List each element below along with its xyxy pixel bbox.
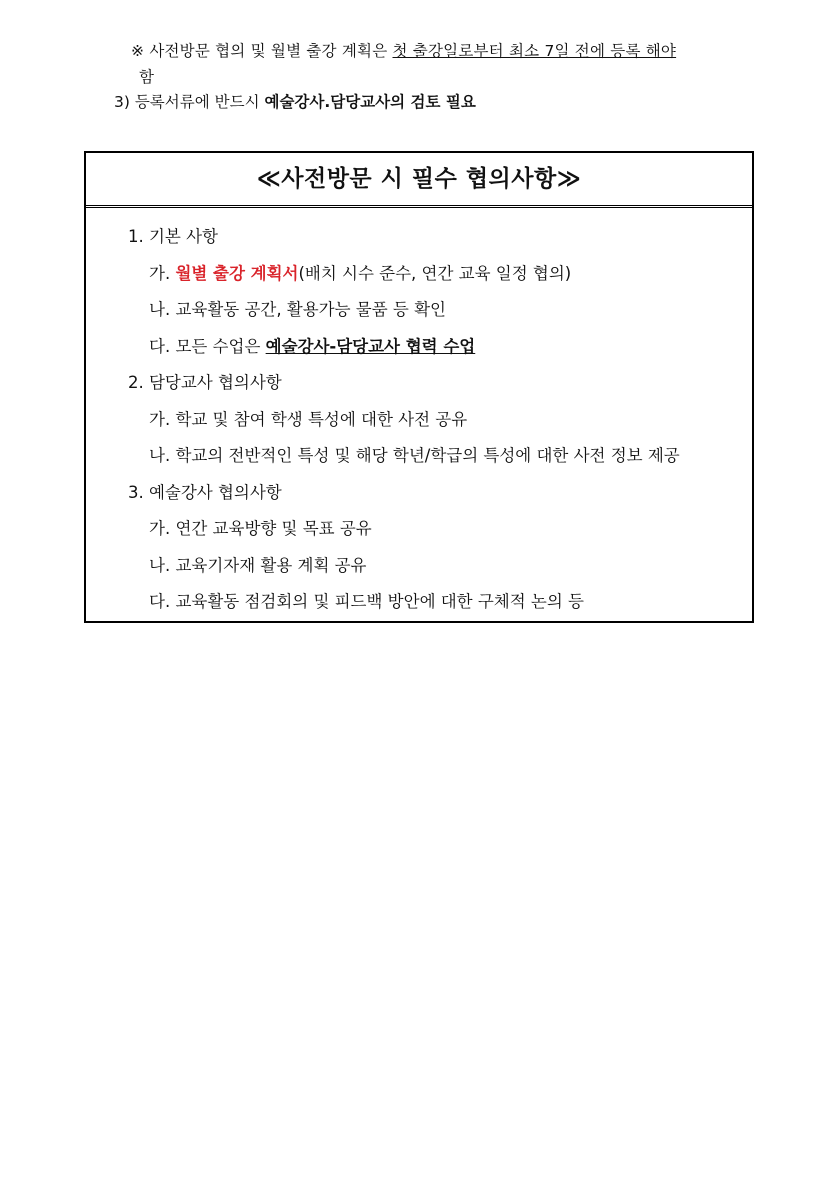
note-continuation: 함 bbox=[139, 68, 155, 86]
note-text: ※ 사전방문 협의 및 월별 출강 계획은 bbox=[131, 42, 393, 60]
item-text: 연간 교육방향 및 목표 공유 bbox=[175, 519, 372, 538]
item-text: 모든 수업은 bbox=[175, 336, 266, 356]
cooperative-class-emphasis: 예술강사-담당교사 협력 수업 bbox=[265, 336, 476, 356]
item-marker: 나. bbox=[149, 446, 176, 465]
item-text: (배치 시수 준수, 연간 교육 일정 협의) bbox=[298, 263, 572, 283]
list-item bbox=[86, 553, 752, 590]
item-marker: 가. bbox=[149, 263, 176, 283]
review-requirement bbox=[114, 90, 476, 114]
consultation-box bbox=[84, 151, 754, 623]
list-item bbox=[86, 589, 752, 626]
requirement-text: 3) 등록서류에 반드시 bbox=[114, 93, 265, 111]
item-marker: 가. bbox=[149, 409, 176, 429]
item-text: 학교의 전반적인 특성 및 해당 학년/학급의 특성에 대한 사전 정보 제공 bbox=[175, 446, 680, 465]
item-marker: 다. bbox=[149, 592, 176, 611]
section-heading-basic: 1. 기본 사항 bbox=[128, 227, 218, 246]
item-text: 교육활동 점검회의 및 피드백 방안에 대한 구체적 논의 등 bbox=[175, 592, 584, 611]
item-text: 교육활동 공간, 활용가능 물품 등 확인 bbox=[175, 300, 446, 319]
item-text: 교육기자재 활용 계획 공유 bbox=[175, 555, 367, 575]
item-marker: 다. bbox=[149, 336, 176, 356]
requirement-bold-text: 예술강사.담당교사의 검토 필요 bbox=[264, 93, 476, 111]
list-item bbox=[86, 334, 752, 371]
note-deadline-underlined: 첫 출강일로부터 최소 7일 전에 등록 해야 bbox=[392, 42, 677, 60]
list-item bbox=[86, 407, 752, 444]
item-marker: 나. bbox=[149, 555, 176, 575]
monthly-plan-highlight: 월별 출강 계획서 bbox=[175, 263, 299, 283]
item-marker: 나. bbox=[149, 300, 176, 319]
list-item bbox=[86, 443, 752, 480]
box-title: ≪사전방문 시 필수 협의사항≫ bbox=[86, 153, 752, 208]
list-item bbox=[86, 516, 752, 553]
section-heading-artist: 3. 예술강사 협의사항 bbox=[128, 482, 282, 502]
item-marker: 가. bbox=[149, 519, 176, 538]
section-heading-teacher: 2. 담당교사 협의사항 bbox=[128, 373, 282, 392]
box-body bbox=[86, 208, 752, 626]
registration-deadline-note bbox=[131, 38, 761, 90]
item-text: 학교 및 참여 학생 특성에 대한 사전 공유 bbox=[175, 409, 468, 429]
list-item bbox=[86, 261, 752, 298]
list-item bbox=[86, 297, 752, 334]
